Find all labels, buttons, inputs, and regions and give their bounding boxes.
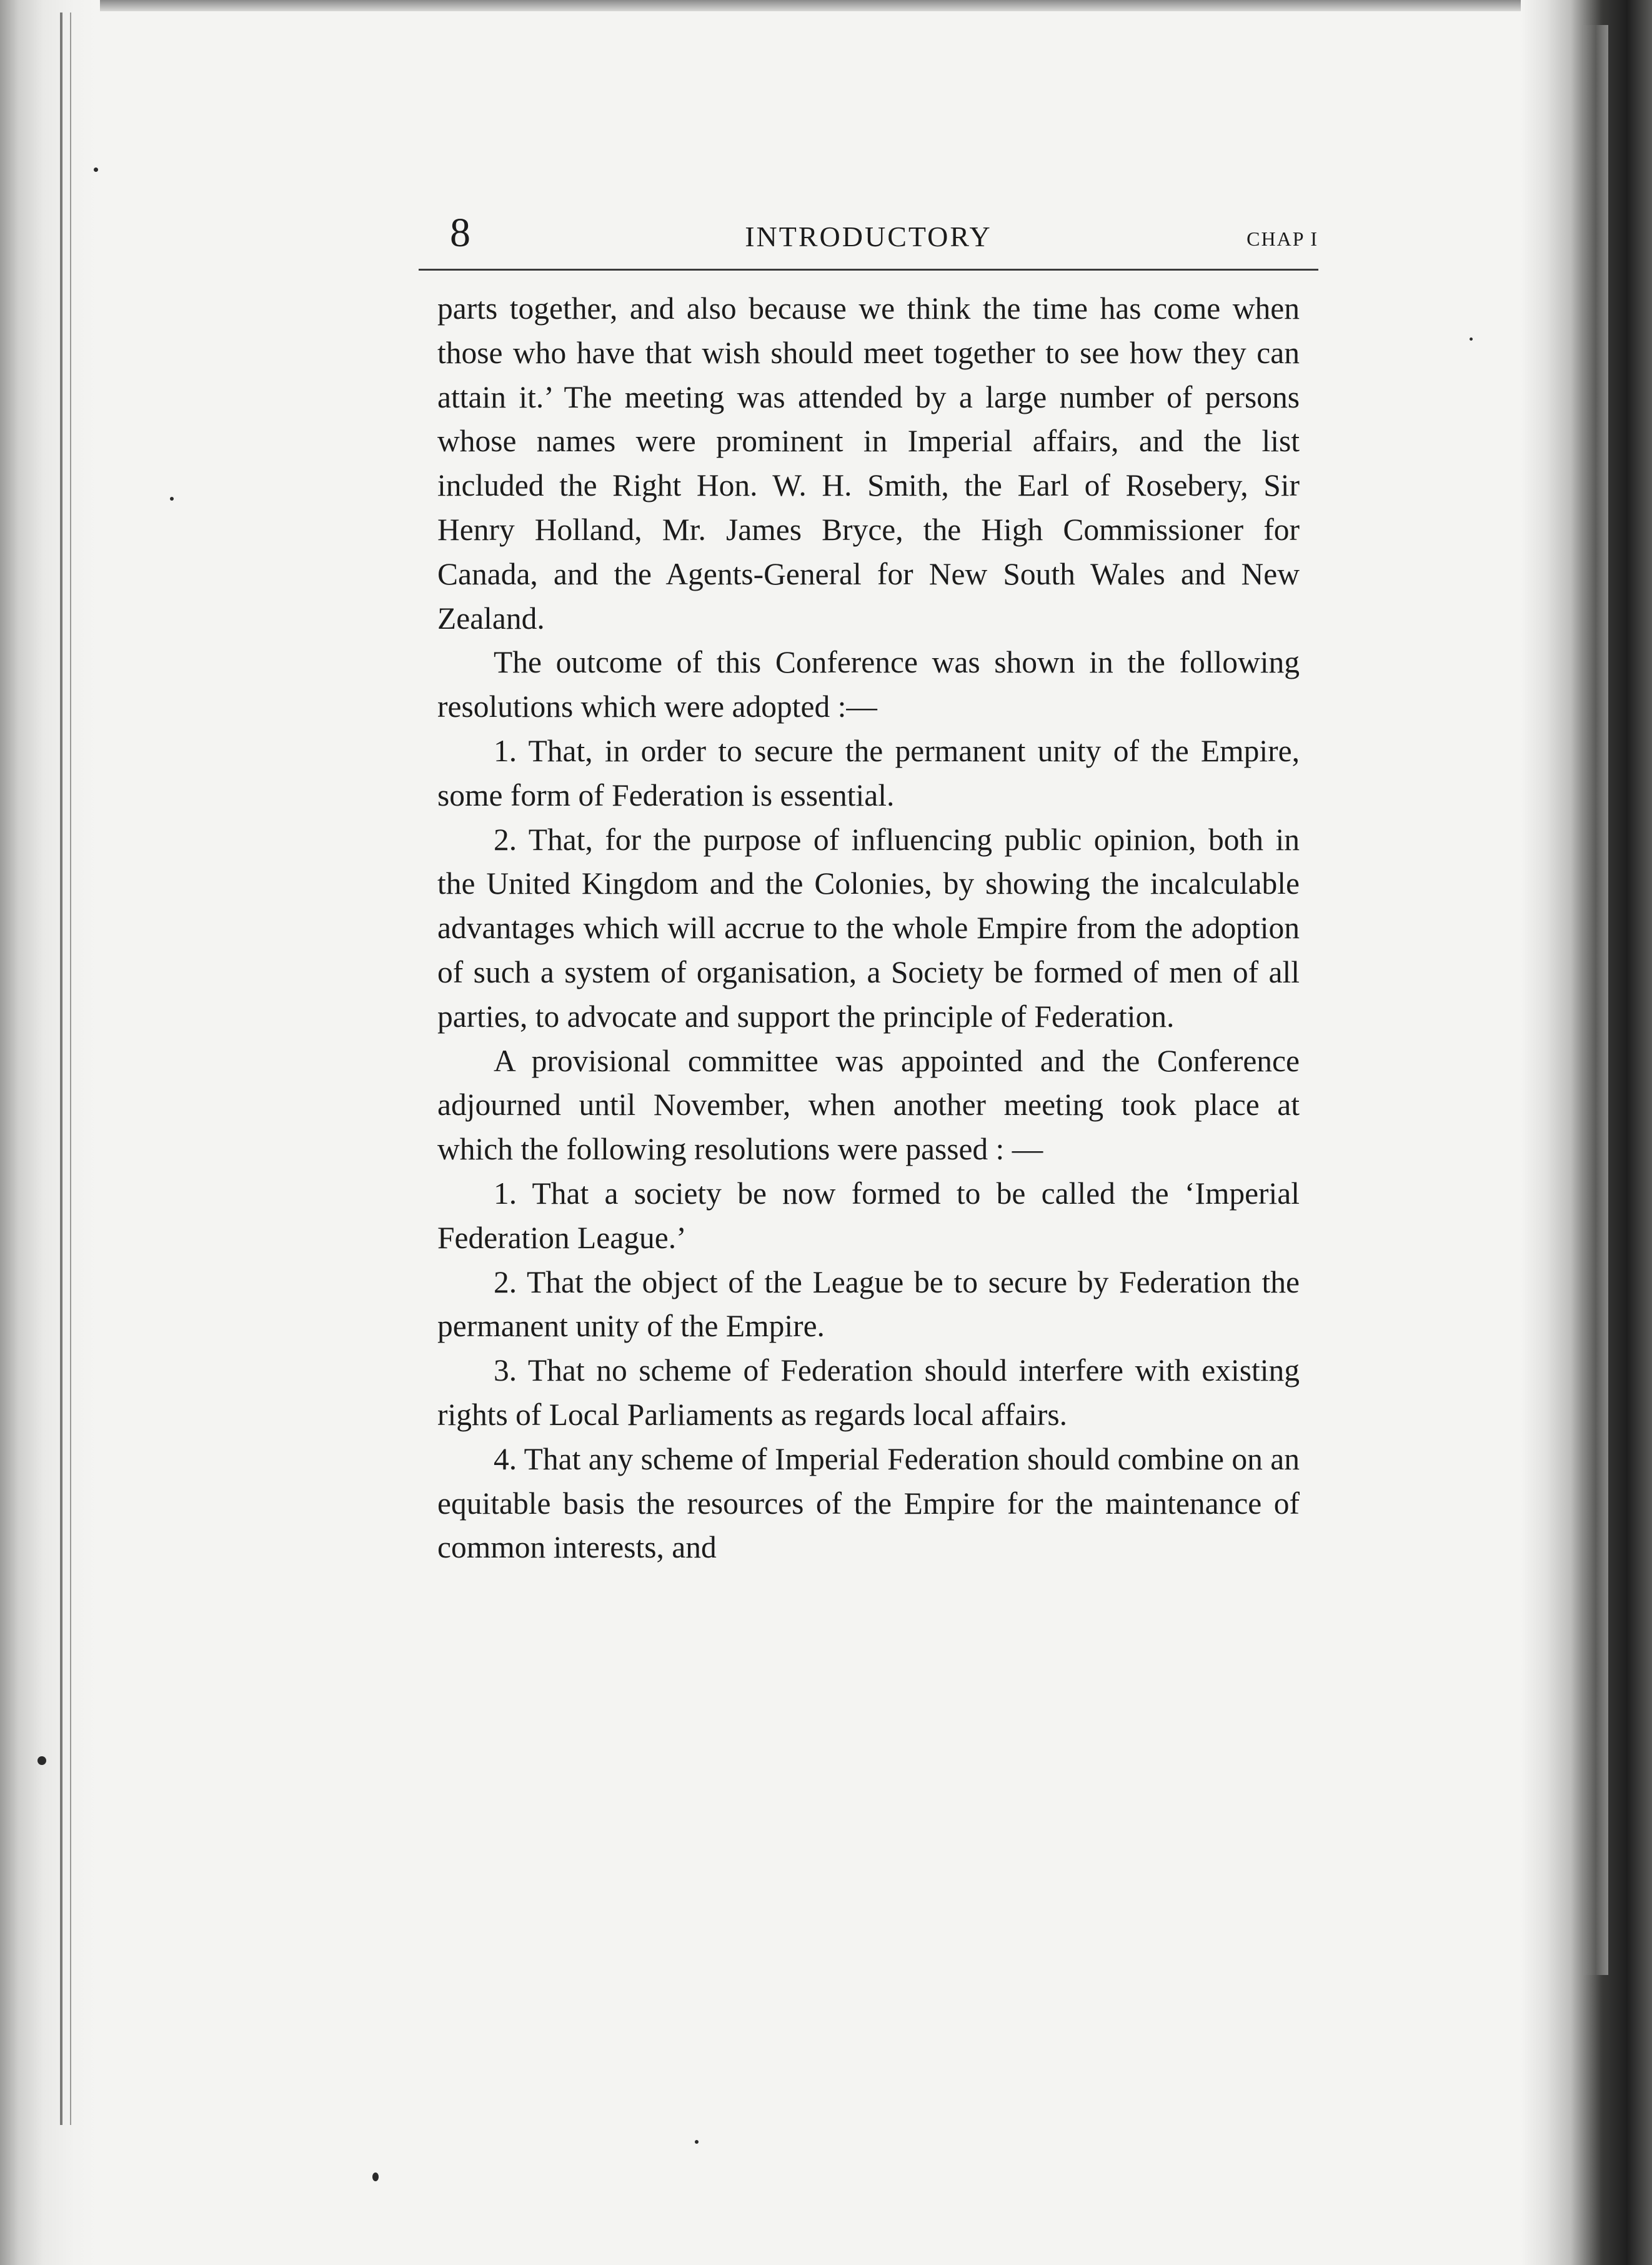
scan-speck	[170, 497, 174, 501]
paragraph-committee: A provisional committee was appointed and the Conference adjourned until November, when another meeting took place at which the following resolutions were passed : —	[437, 1043, 1300, 1167]
chapter-reference: CHAP I	[1246, 228, 1318, 250]
left-gutter	[0, 0, 100, 2265]
league-resolution-1: 1. That a society be now formed to be called the ‘Imperial Federation League.’	[437, 1176, 1300, 1255]
paragraph-outcome: The outcome of this Conference was shown in the following resolutions which were adopted :—	[437, 645, 1300, 724]
chapter-title: INTRODUCTORY	[745, 221, 992, 252]
right-shadow-band	[1583, 25, 1608, 1975]
scan-top-edge	[0, 0, 1652, 11]
scan-speck	[372, 2172, 379, 2181]
scan-speck	[1470, 338, 1473, 341]
page-number: 8	[450, 210, 470, 256]
scan-speck	[94, 168, 98, 172]
scan-speck	[37, 1756, 46, 1765]
resolution-1: 1. That, in order to secure the permanent unity of the Empire, some form of Federation is essential.	[437, 733, 1300, 812]
league-resolution-3: 3. That no scheme of Federation should interfere with existing rights of Local Parliaments as regards local affairs.	[437, 1353, 1300, 1432]
gutter-rule	[60, 12, 62, 2125]
book-page	[419, 212, 1318, 1570]
league-resolution-4: 4. That any scheme of Imperial Federation should combine on an equitable basis the resources of the Empire for the maintenance of common interests, and	[437, 1441, 1300, 1565]
body-text	[419, 287, 1318, 1570]
resolution-2: 2. That, for the purpose of influencing public opinion, both in the United Kingdom and the Colonies, by showing the incalculable advantages which will accrue to the whole Empire from the adoption of such a system of organisation, a Society be formed of men of all parties, to advocate and support the principle of Federation.	[437, 822, 1300, 1034]
running-head	[419, 212, 1318, 271]
gutter-rule	[70, 12, 71, 2125]
scan-speck	[695, 2140, 699, 2144]
paragraph-continued: parts together, and also because we think the time has come when those who have that wish should meet together to see how they can attain it.’ The meeting was attended by a large number of persons whose names were prominent in Imperial affairs, and the list included the Right Hon. W. H. Smith, the Earl of Rosebery, Sir Henry Holland, Mr. James Bryce, the High Commissioner for Canada, and the Agents-General for New South Wales and New Zealand.	[437, 291, 1300, 636]
league-resolution-2: 2. That the object of the League be to secure by Federation the permanent unity of the Empire.	[437, 1264, 1300, 1344]
